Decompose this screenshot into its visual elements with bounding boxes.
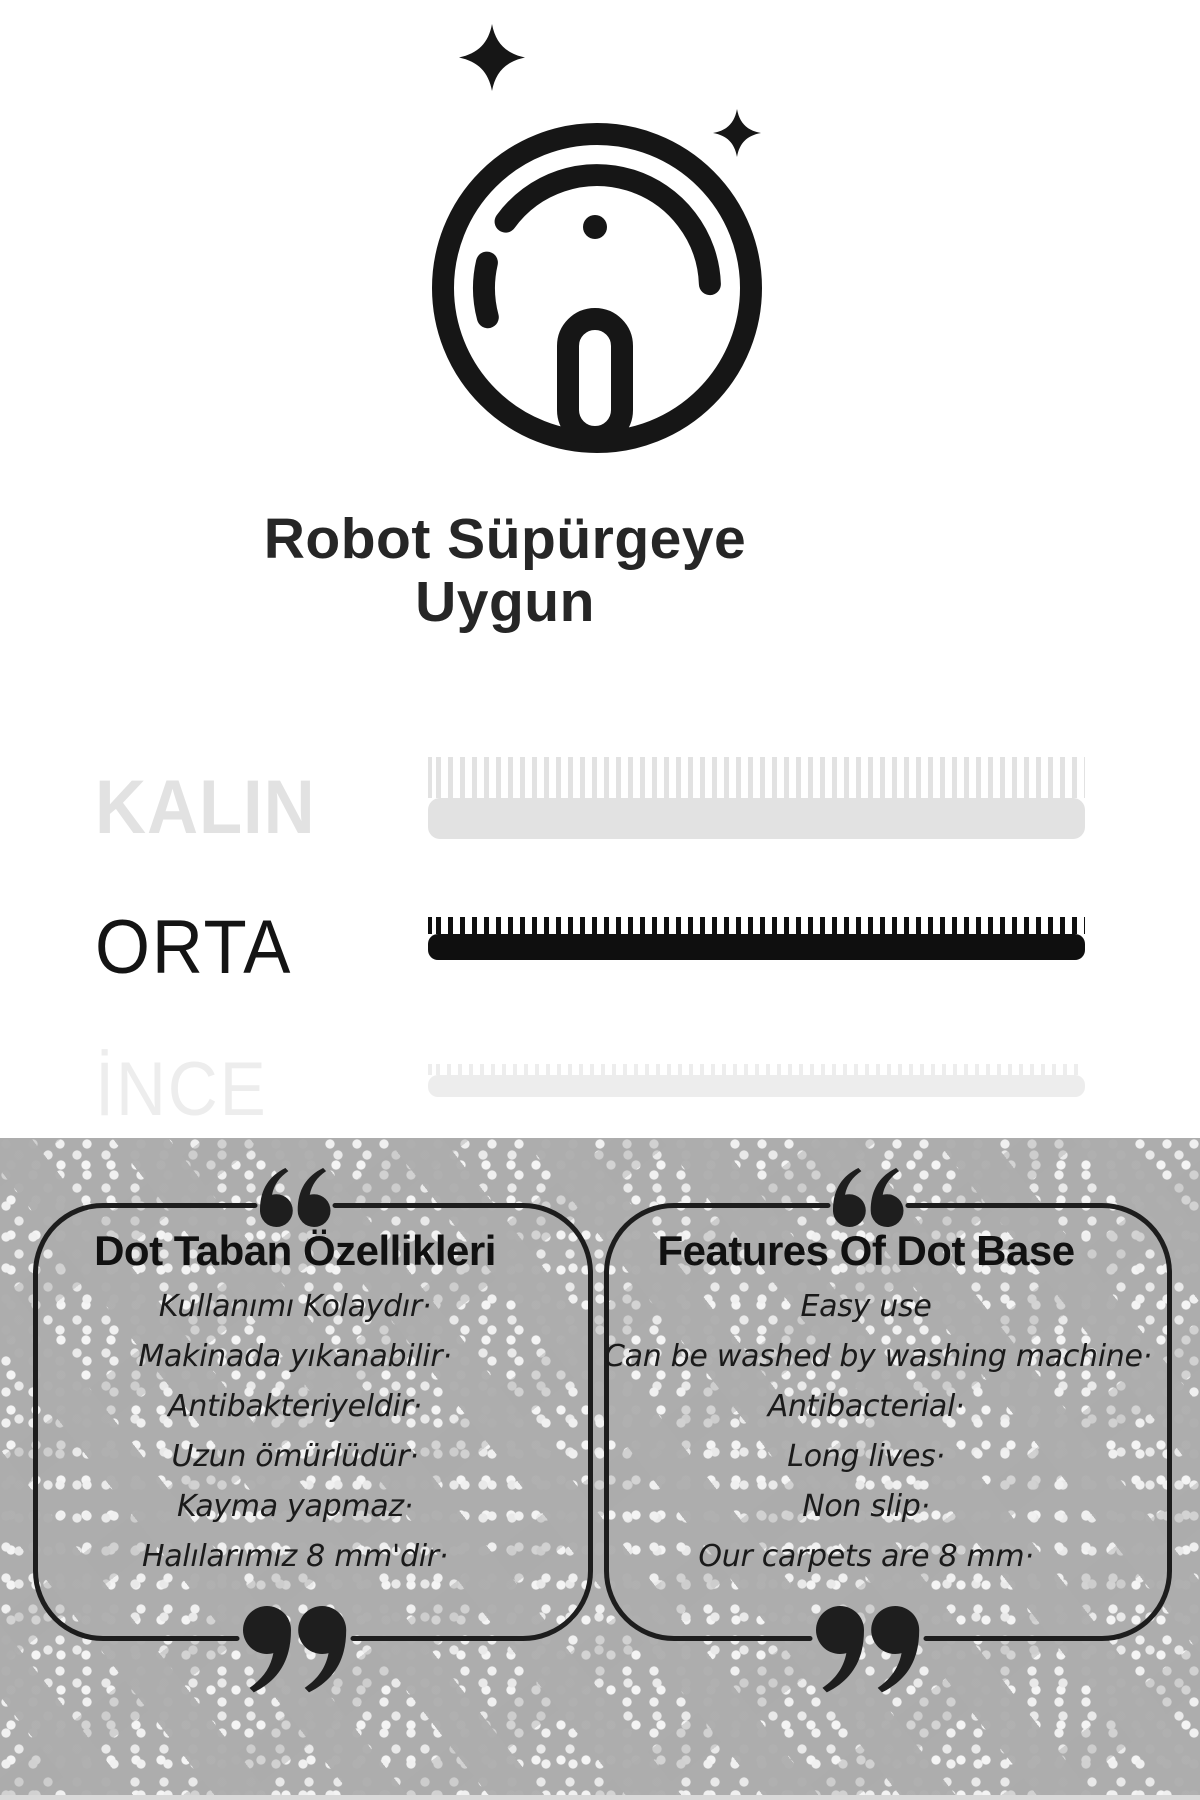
pile-base [428, 1075, 1085, 1097]
pile-base [428, 798, 1085, 839]
feature-item: Halılarımız 8 mm'dir· [141, 1539, 449, 1574]
feature-item: Our carpets are 8 mm· [698, 1539, 1034, 1574]
pile-bristles [428, 1064, 1085, 1075]
pile-base [428, 934, 1085, 960]
page-title-line2: Uygun [415, 570, 595, 634]
feature-item: Can be washed by washing machine· [604, 1339, 1152, 1374]
feature-item: Easy use [800, 1289, 932, 1324]
feature-box-right-title: Features Of Dot Base [657, 1227, 1075, 1274]
pile-bristles [428, 757, 1085, 798]
feature-box-left-title: Dot Taban Özellikleri [94, 1227, 496, 1274]
feature-item: Kayma yapmaz· [176, 1489, 414, 1524]
feature-item: Non slip· [802, 1489, 930, 1524]
quote-close-icon [816, 1606, 920, 1694]
feature-item: Uzun ömürlüdür· [171, 1439, 419, 1474]
feature-item: Antibacterial· [767, 1389, 965, 1424]
feature-item: Antibakteriyeldir· [168, 1389, 422, 1424]
feature-box-left [33, 1228, 557, 1582]
photo-bottom-edge [0, 1795, 1200, 1800]
pile-bristles [428, 917, 1085, 934]
vacuum-body-icon [443, 134, 751, 442]
quote-open-icon [833, 1168, 904, 1228]
feature-item: Long lives· [787, 1439, 945, 1474]
pile-illustration-ince [428, 1064, 1085, 1097]
feature-item: Makinada yıkanabilir· [138, 1339, 452, 1374]
pile-label-kalin: KALIN [95, 765, 316, 850]
pile-illustration-orta [428, 917, 1085, 960]
pile-label-orta: ORTA [95, 905, 293, 990]
robot-vacuum-icon [430, 20, 780, 465]
page-title-line1: Robot Süpürgeye [263, 507, 747, 571]
quote-close-icon [243, 1606, 347, 1694]
quote-open-icon [260, 1168, 331, 1228]
pile-label-ince: İNCE [95, 1047, 268, 1132]
feature-box-right [604, 1227, 1152, 1582]
page-title [5, 508, 1005, 634]
pile-illustration-kalin [428, 757, 1085, 839]
feature-item: Kullanımı Kolaydır· [158, 1289, 432, 1324]
vacuum-button-icon [583, 215, 607, 239]
